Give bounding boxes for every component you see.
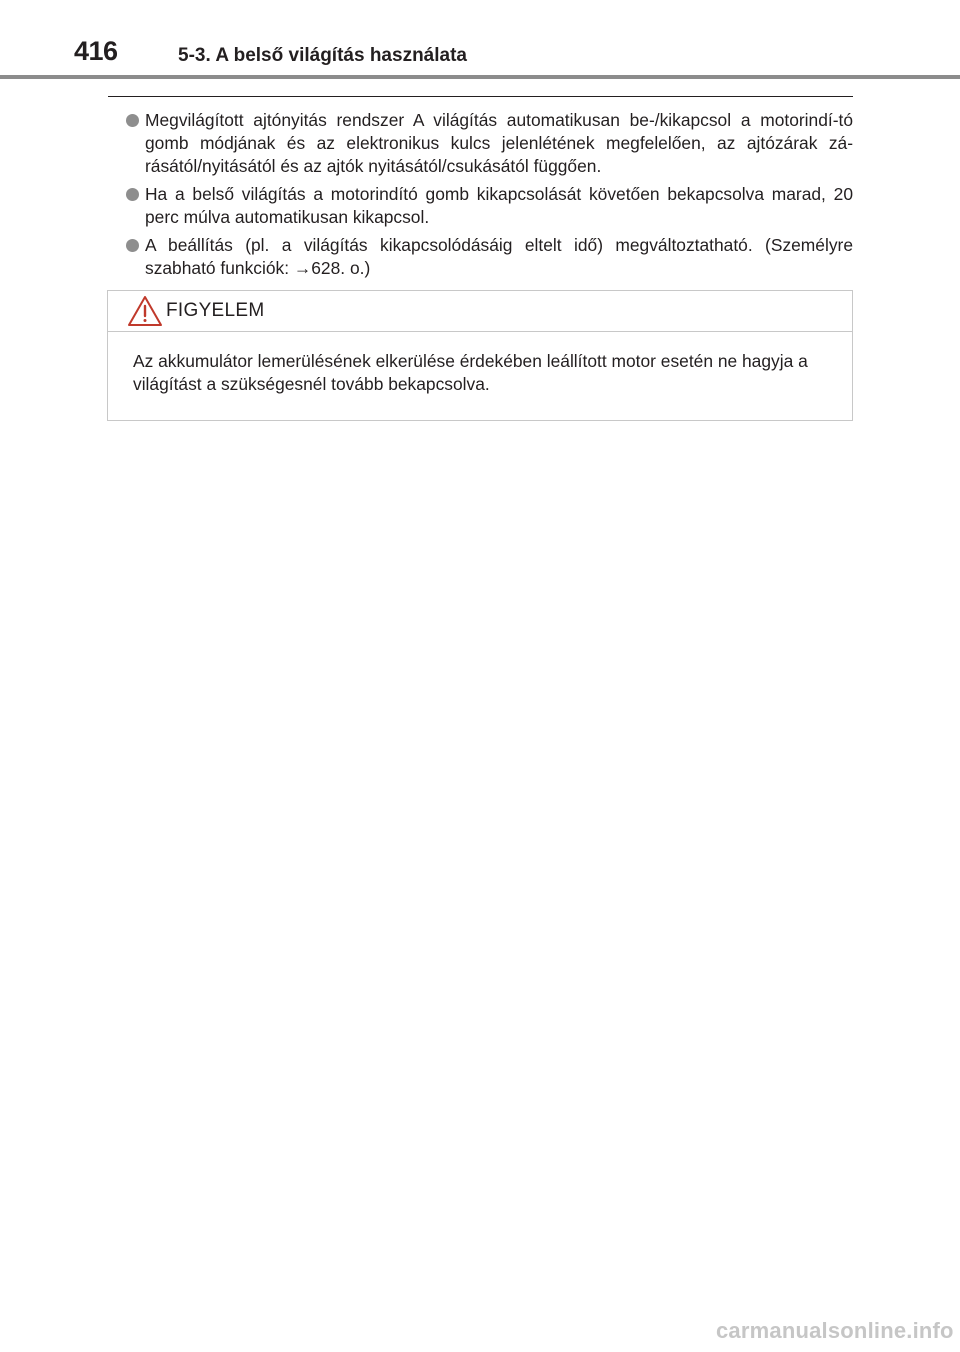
warning-box xyxy=(107,290,853,421)
header-rule xyxy=(0,75,960,79)
watermark: carmanualsonline.info xyxy=(716,1318,954,1343)
notes-list xyxy=(108,96,853,285)
bullet-icon xyxy=(126,114,139,127)
note-item xyxy=(108,109,853,178)
note-text: A beállítás (pl. a világítás kikapcsolódásáig eltelt idő) megváltoztatható. (Személyre szabható funkciók: →628. o.) xyxy=(145,235,853,278)
bullet-icon xyxy=(126,188,139,201)
page-number: 416 xyxy=(74,36,118,66)
warning-body: Az akkumulátor lemerülésének elkerülése érdekében leállított motor esetén ne hagyja a világítást a szükségesnél tovább bekapcsolva. xyxy=(133,351,808,394)
warning-title: FIGYELEM xyxy=(166,300,265,321)
page-header xyxy=(0,0,960,80)
section-title: 5-3. A belső világítás használata xyxy=(178,45,467,66)
note-text: Megvilágított ajtónyitás rendszer A világítás automatikusan be-/kikapcsol a motorindí-tó gomb módjának és az elektronikus kulcs jelenlétének megfelelően, az ajtózárak zá-rásától/nyitásától és az ajtók nyitásától/csukásától függően. xyxy=(145,110,853,176)
warning-header xyxy=(108,291,852,332)
warning-triangle-icon xyxy=(127,295,163,327)
bullet-icon xyxy=(126,239,139,252)
note-item xyxy=(108,234,853,280)
note-text: Ha a belső világítás a motorindító gomb kikapcsolását követően bekapcsolva marad, 20 perc múlva automatikusan kikapcsol. xyxy=(145,184,853,227)
note-item xyxy=(108,183,853,229)
